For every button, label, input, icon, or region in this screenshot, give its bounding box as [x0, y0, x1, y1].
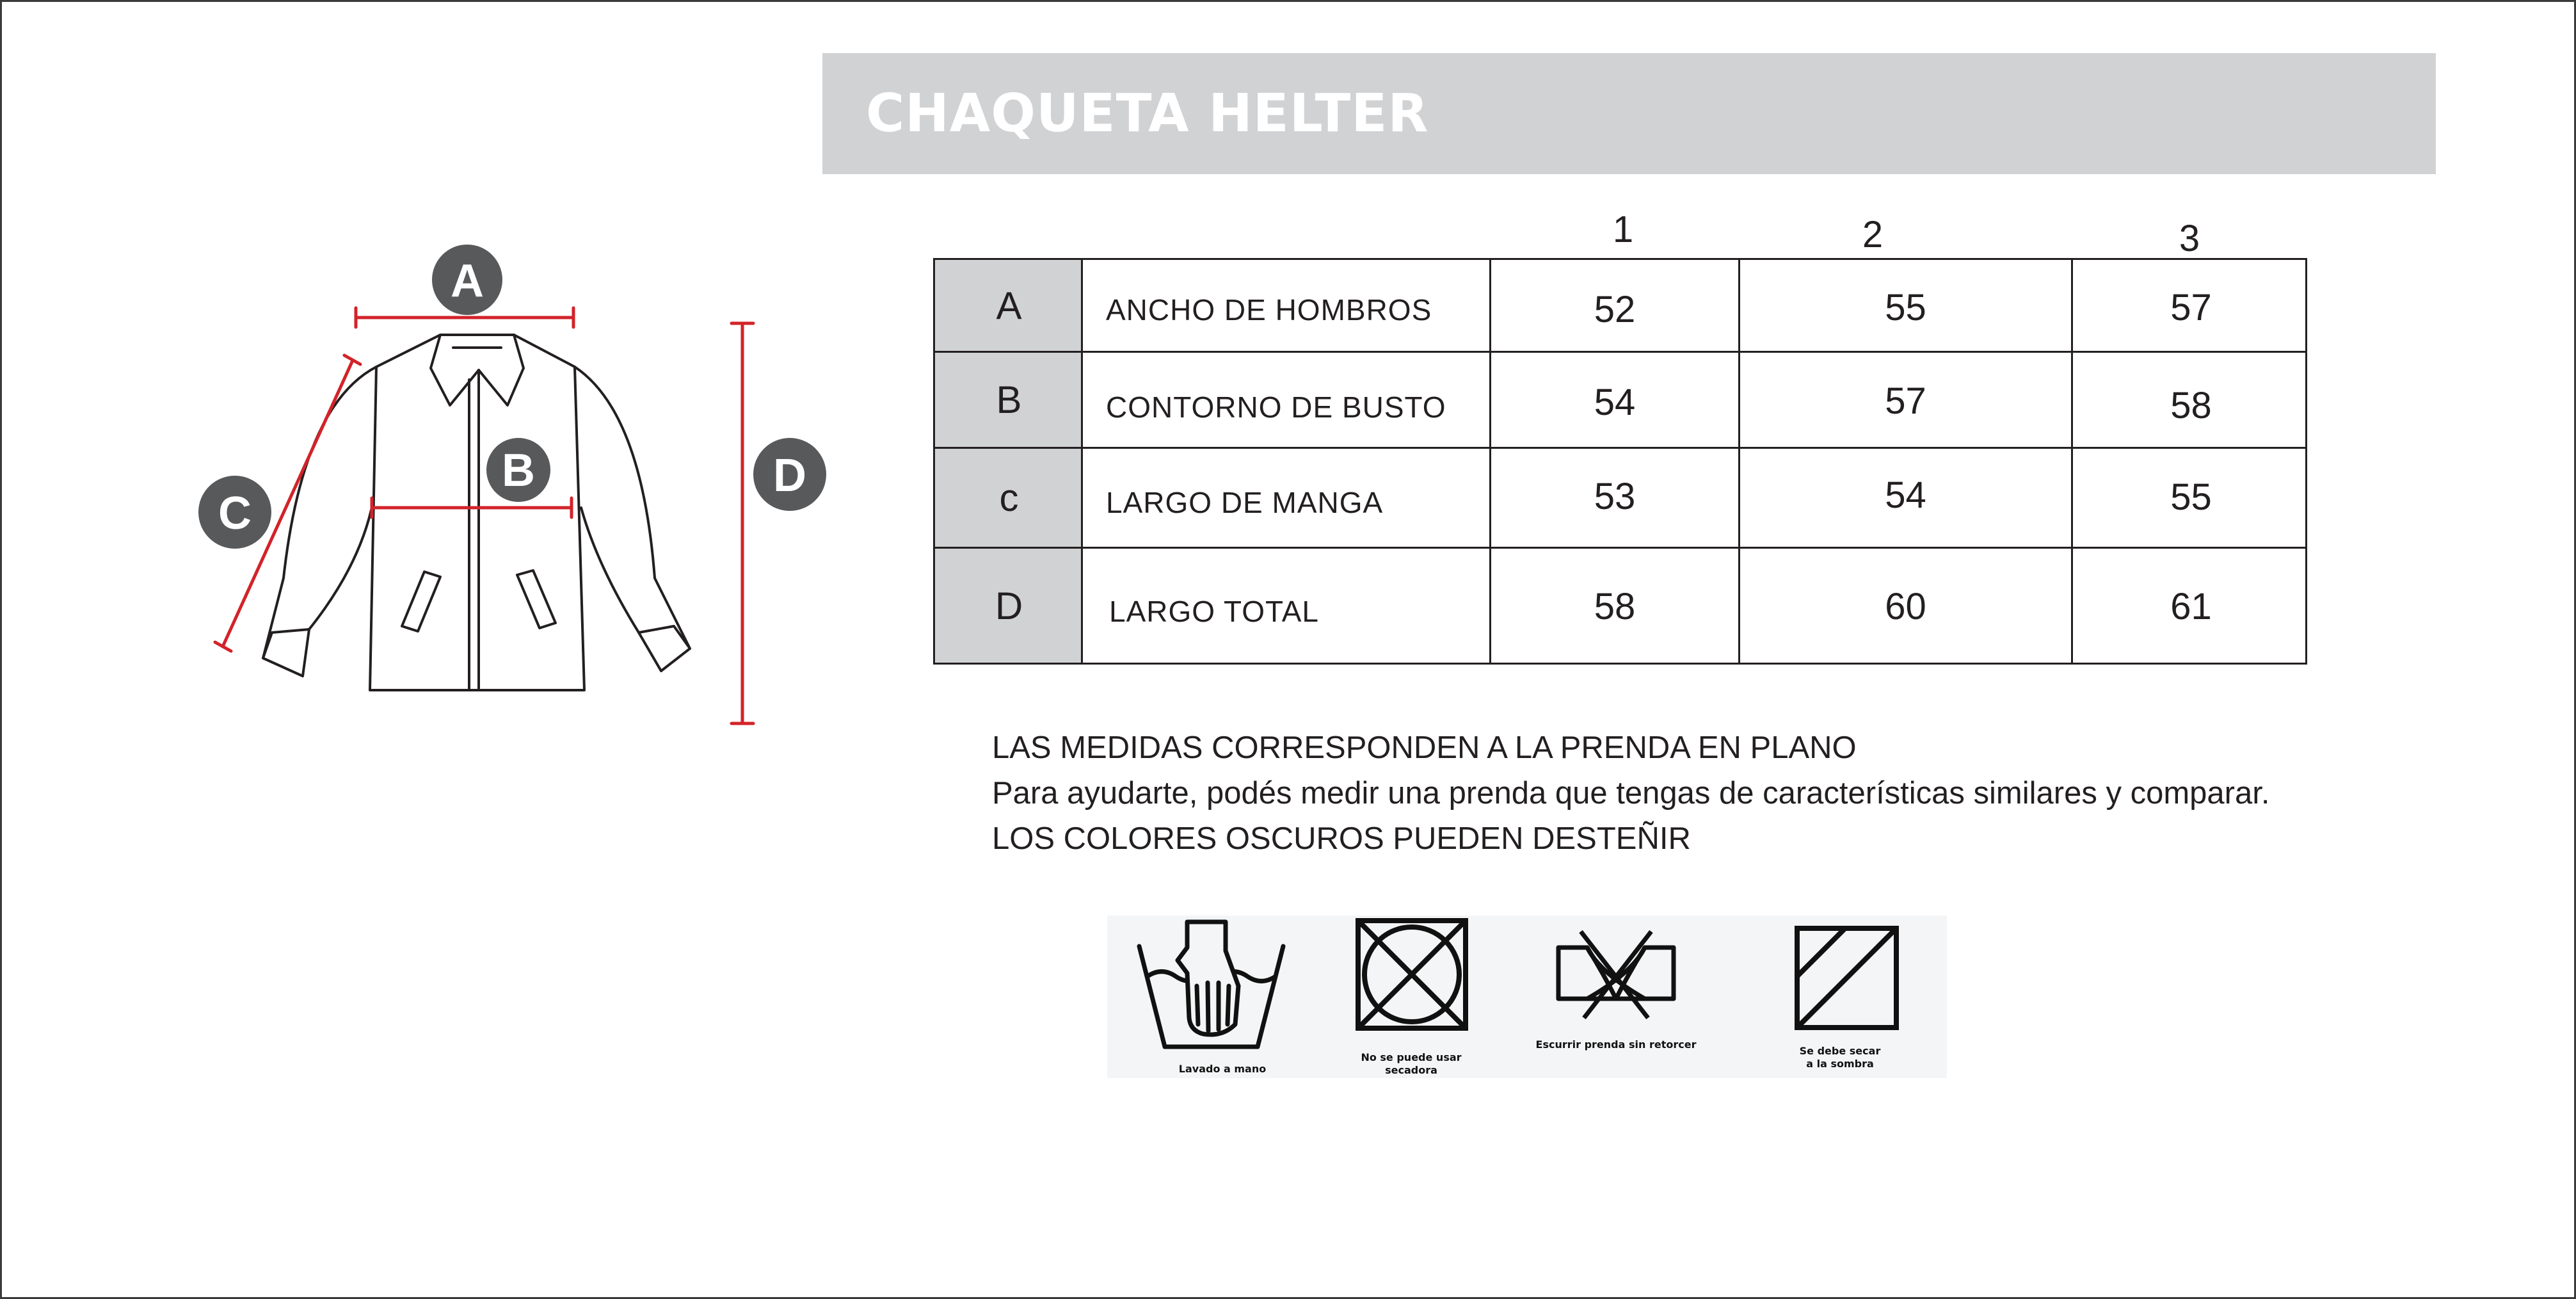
marker-d-label: D: [773, 450, 806, 501]
marker-a-label: A: [451, 255, 484, 307]
row-value: 60: [1885, 585, 1926, 627]
care-label: Lavado a mano: [1178, 1063, 1267, 1075]
dry-in-shade-icon: [1747, 916, 1933, 1044]
product-title: CHAQUETA HELTER: [866, 83, 1429, 144]
size-header-2: 2: [1862, 214, 1884, 255]
row-value: 55: [2170, 476, 2212, 518]
marker-c-label: C: [218, 488, 252, 539]
row-value: 53: [1594, 475, 1636, 517]
hand-wash-icon: [1107, 916, 1338, 1050]
care-instructions: [1107, 916, 1947, 1078]
row-value: 58: [1594, 585, 1636, 627]
row-key: A: [996, 284, 1022, 327]
measurement-notes: [992, 725, 2269, 862]
row-label: LARGO DE MANGA: [1106, 486, 1384, 519]
note-line: LAS MEDIDAS CORRESPONDEN A LA PRENDA EN PLANO: [992, 730, 1857, 765]
size-table: [933, 258, 2307, 665]
row-value: 58: [2170, 385, 2212, 426]
size-header-3: 3: [2179, 218, 2200, 259]
row-key: B: [996, 378, 1022, 421]
jacket-diagram: [2, 2, 806, 770]
care-label: Escurrir prenda sin retorcer: [1535, 1038, 1697, 1051]
row-label: LARGO TOTAL: [1109, 594, 1319, 628]
care-item-no-tumble-dry: [1338, 916, 1485, 1078]
care-label: Se debe secar a la sombra: [1799, 1045, 1881, 1070]
do-not-wring-icon: [1517, 916, 1715, 1044]
jacket-outline-icon: [263, 335, 690, 690]
care-label: No se puede usar secadora: [1361, 1051, 1462, 1076]
row-value: 57: [1885, 380, 1926, 422]
care-item-dry-in-shade: [1747, 916, 1933, 1078]
note-line: Para ayudarte, podés medir una prenda que tengas de características similares y comparar.: [992, 776, 2270, 811]
row-label: ANCHO DE HOMBROS: [1106, 293, 1432, 327]
no-tumble-dry-icon: [1338, 916, 1485, 1044]
row-key: D: [995, 584, 1023, 627]
row-value: 52: [1594, 289, 1636, 330]
row-label: CONTORNO DE BUSTO: [1106, 391, 1446, 424]
care-item-do-not-wring: [1517, 916, 1715, 1078]
row-value: 57: [2170, 286, 2212, 328]
row-value: 55: [1885, 286, 1926, 328]
row-value: 61: [2170, 585, 2212, 627]
marker-b-label: B: [502, 445, 535, 496]
size-header-1: 1: [1612, 209, 1634, 250]
note-line: LOS COLORES OSCUROS PUEDEN DESTEÑIR: [992, 821, 1691, 856]
row-value: 54: [1594, 382, 1636, 423]
row-value: 54: [1885, 474, 1926, 516]
care-item-hand-wash: [1107, 916, 1338, 1078]
row-key: c: [999, 476, 1019, 519]
title-bar: [822, 53, 2436, 174]
